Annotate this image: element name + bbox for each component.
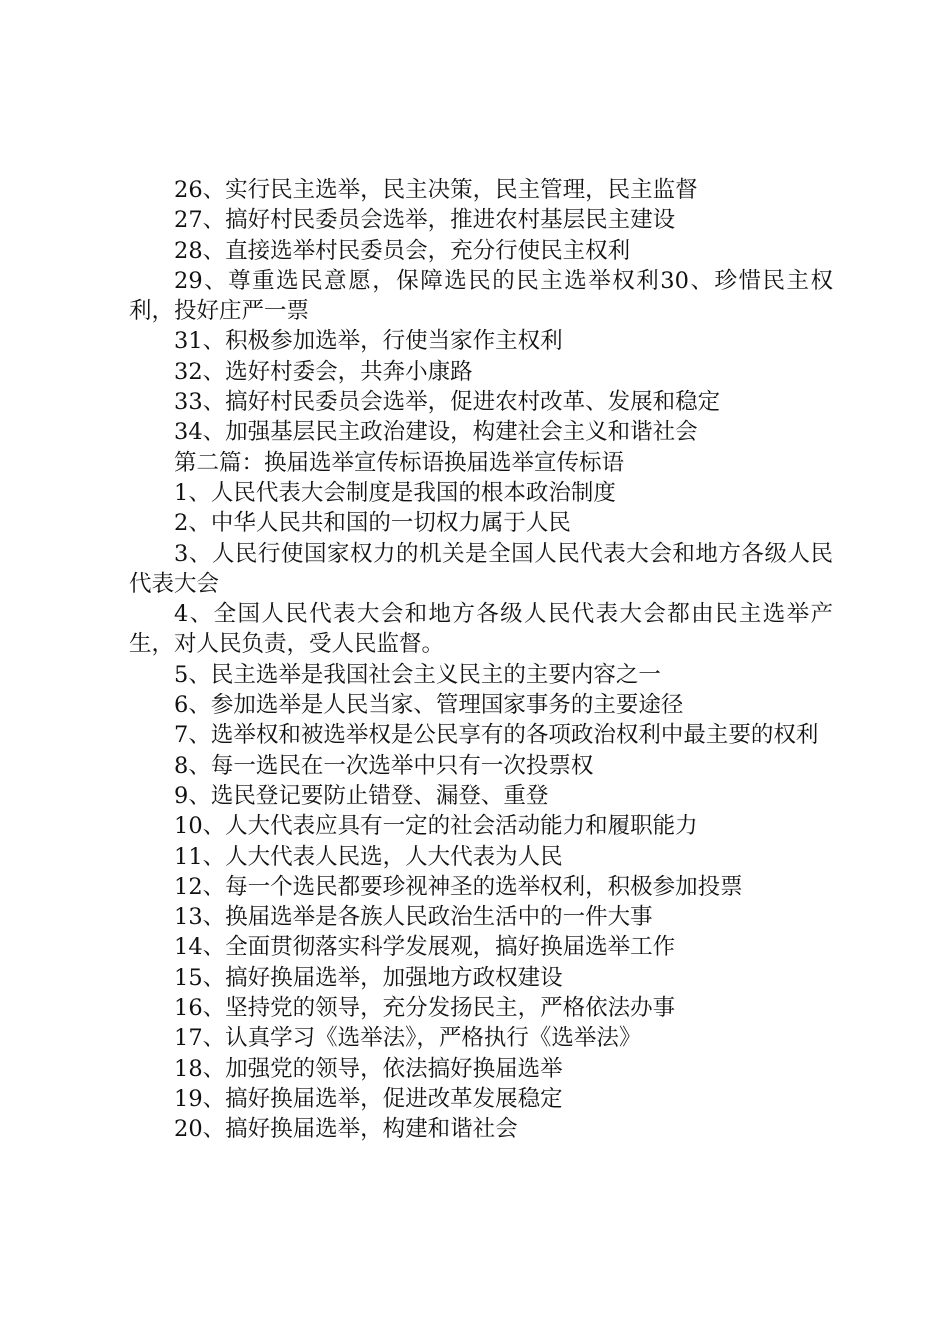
slogan-28: 28、直接选举村民委员会，充分行使民主权利 [174, 237, 631, 264]
slogan-16: 16、坚持党的领导，充分发扬民主，严格依法办事 [174, 995, 676, 1022]
slogan-18: 18、加强党的领导，依法搞好换届选举 [174, 1055, 563, 1082]
slogan-9: 9、选民登记要防止错登、漏登、重登 [174, 782, 549, 809]
slogan-4: 4、全国人民代表大会和地方各级人民代表大会都由民主选举产生，对人民负责，受人民监督。 [129, 601, 833, 658]
slogan-33: 33、搞好村民委员会选举，促进农村改革、发展和稳定 [174, 389, 721, 416]
slogan-32: 32、选好村委会，共奔小康路 [174, 358, 473, 385]
slogan-5: 5、民主选举是我国社会主义民主的主要内容之一 [174, 661, 661, 688]
slogan-11: 11、人大代表人民选，人大代表为人民 [174, 843, 563, 870]
slogan-19: 19、搞好换届选举，促进改革发展稳定 [174, 1085, 563, 1112]
slogan-15: 15、搞好换届选举，加强地方政权建设 [174, 964, 563, 991]
slogan-12: 12、每一个选民都要珍视神圣的选举权利，积极参加投票 [174, 873, 743, 900]
slogan-27: 27、搞好村民委员会选举，推进农村基层民主建设 [174, 207, 676, 234]
slogan-1: 1、人民代表大会制度是我国的根本政治制度 [174, 479, 616, 506]
slogan-20: 20、搞好换届选举，构建和谐社会 [174, 1116, 518, 1143]
slogan-7: 7、选举权和被选举权是公民享有的各项政治权利中最主要的权利 [174, 722, 819, 749]
slogan-31: 31、积极参加选举，行使当家作主权利 [174, 328, 563, 355]
slogan-29-30: 29、尊重选民意愿，保障选民的民主选举权利30、珍惜民主权利，投好庄严一票 [129, 267, 833, 325]
slogan-10: 10、人大代表应具有一定的社会活动能力和履职能力 [174, 813, 698, 840]
slogan-8: 8、每一选民在一次选举中只有一次投票权 [174, 752, 594, 779]
slogan-2: 2、中华人民共和国的一切权力属于人民 [174, 510, 571, 537]
document-body [129, 175, 833, 1145]
slogan-3: 3、人民行使国家权力的机关是全国人民代表大会和地方各级人民代表大会 [129, 540, 833, 597]
slogan-14: 14、全面贯彻落实科学发展观，搞好换届选举工作 [174, 934, 676, 961]
slogan-17: 17、认真学习《选举法》，严格执行《选举法》 [174, 1025, 642, 1052]
slogan-26: 26、实行民主选举，民主决策，民主管理，民主监督 [174, 177, 698, 203]
section-heading: 第二篇：换届选举宣传标语换届选举宣传标语 [174, 449, 625, 476]
slogan-13: 13、换届选举是各族人民政治生活中的一件大事 [174, 904, 653, 931]
slogan-6: 6、参加选举是人民当家、管理国家事务的主要途径 [174, 692, 684, 719]
slogan-34: 34、加强基层民主政治建设，构建社会主义和谐社会 [174, 419, 698, 446]
